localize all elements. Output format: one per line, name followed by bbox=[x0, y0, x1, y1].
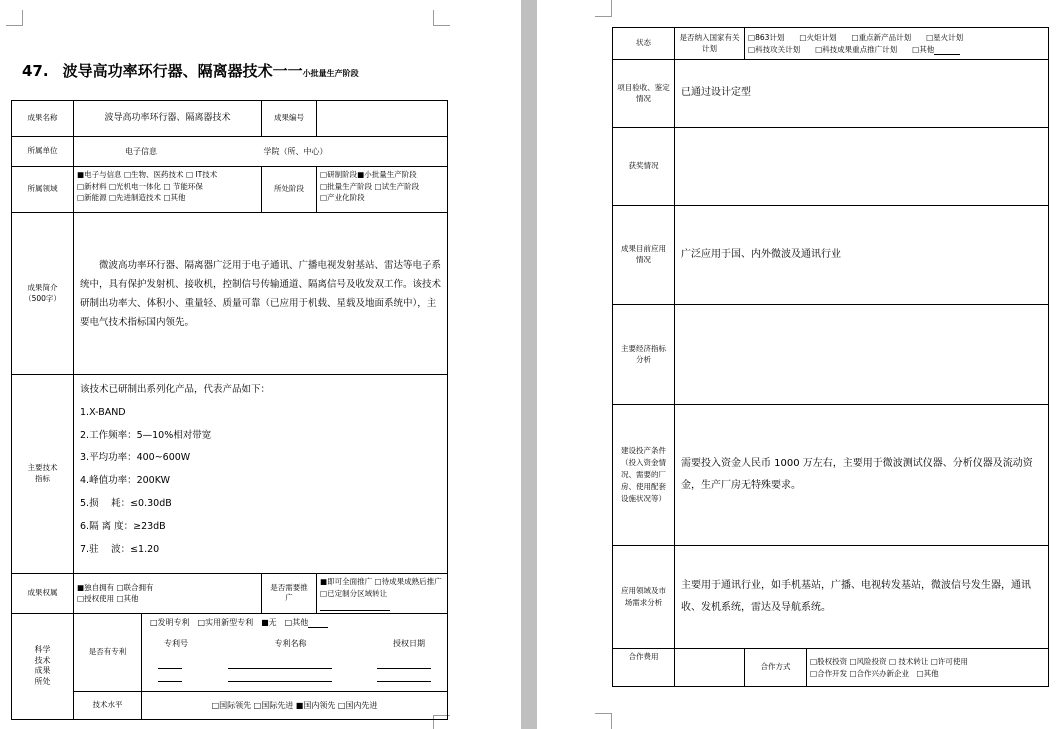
rights-option-line: □授权使用 □其他 bbox=[77, 594, 139, 604]
patent-no-lines bbox=[150, 656, 190, 682]
field-options bbox=[74, 167, 262, 213]
spec-line: 该技术已研制出系列化产品，代表产品如下： bbox=[80, 384, 271, 395]
spec-lines bbox=[74, 375, 448, 574]
patent-date-label: 授权日期 bbox=[393, 639, 425, 649]
rights-label: 成果权属 bbox=[12, 574, 74, 614]
sci-label: 科学技术成果所处 bbox=[12, 613, 74, 719]
award-label: 获奖情况 bbox=[613, 128, 675, 206]
rights-options bbox=[74, 574, 262, 614]
code-label: 成果编号 bbox=[262, 101, 317, 137]
right-page bbox=[537, 0, 1059, 729]
status-options bbox=[745, 28, 1049, 60]
patent-label: 是否有专利 bbox=[74, 613, 142, 691]
apply-label: 成果目前应用情况 bbox=[613, 206, 675, 305]
coop-fee-label: 合作费用 bbox=[613, 649, 675, 687]
spec-label: 主要技术指标 bbox=[12, 375, 74, 574]
section-stage: 小批量生产阶段 bbox=[302, 69, 359, 78]
coop-fee-value bbox=[675, 649, 745, 687]
unit-sub: 学院（所、中心） bbox=[263, 146, 328, 156]
field-label: 所属领域 bbox=[12, 167, 74, 213]
field-option-line: □新能源 □先进制造技术 □其他 bbox=[77, 193, 186, 203]
spec-line: 3.平均功率：400~600W bbox=[80, 452, 191, 464]
market-label: 应用领域及市场需求分析 bbox=[613, 546, 675, 649]
status-option-line bbox=[748, 44, 1045, 56]
status-option-line: □863计划 □火炬计划 □重点新产品计划 □星火计划 bbox=[748, 32, 964, 42]
patent-options-text: □发明专利 □实用新型专利 ■无 □其他 bbox=[150, 617, 309, 627]
code-value bbox=[317, 101, 448, 137]
coop-option-line: □股权投资 □风险投资 □ 技术转让 □许可使用 bbox=[810, 656, 968, 666]
econ-value bbox=[675, 305, 1049, 405]
promo-option-line: ■即可全面推广 □待成果成熟后推广 bbox=[320, 577, 442, 586]
section-title bbox=[22, 60, 359, 81]
section-number: 47. bbox=[22, 62, 49, 80]
patent-cell bbox=[142, 613, 448, 691]
invest-label: 建设投产条件（投入资金情况、需要的厂房、使用配套设施状况等） bbox=[613, 405, 675, 546]
spec-line: 4.峰值功率：200KW bbox=[80, 475, 170, 487]
promo-option-line bbox=[320, 588, 444, 611]
coop-option-line: □合作开发 □合作兴办新企业 □其他 bbox=[810, 668, 939, 678]
unit-value: 电子信息 bbox=[125, 146, 157, 156]
spec-line: 7.驻 波：≤1.20 bbox=[80, 543, 160, 555]
stage-options bbox=[317, 167, 448, 213]
coop-mode-label: 合作方式 bbox=[745, 649, 807, 687]
patent-name-lines bbox=[220, 656, 340, 682]
spec-line: 2.工作频率：5—10%相对带宽 bbox=[80, 429, 212, 441]
field-option-line: □新材料 □光机电一体化 □ 节能环保 bbox=[77, 181, 203, 191]
spec-line: 5.损 耗：≤0.30dB bbox=[80, 497, 172, 509]
intro-label-cell bbox=[12, 213, 74, 375]
field-option-line: ■电子与信息 □生物、医药技术 □ IT技术 bbox=[77, 170, 218, 179]
stage-option-line: □批量生产阶段 □试生产阶段 bbox=[320, 181, 420, 191]
patent-header-row bbox=[150, 638, 439, 650]
spec-line: 6.隔 离 度：≥23dB bbox=[80, 520, 166, 532]
status-question: 是否纳入国家有关计划 bbox=[675, 28, 745, 60]
intro-sub: （500字） bbox=[24, 293, 61, 303]
patent-name-label: 专利名称 bbox=[274, 639, 307, 649]
intro-label: 成果简介 bbox=[27, 282, 58, 292]
intro-text: 微波高功率环行器、隔离器广泛用于电子通讯、广播电视发射基站、雷达等电子系统中，具有保护发射机、接收机，控制信号传输通道、隔离信号及收发双工作。该技术研制出功率大、体积小、重量轻、质量可靠（已应用于机载、星载及地面系统中），主要电气技术指标国内领先。 bbox=[74, 213, 448, 375]
stage-option-line: □研制阶段■小批量生产阶段 bbox=[320, 170, 417, 179]
section-heading: 波导高功率环行器、隔离器技术一一 bbox=[62, 62, 303, 80]
award-value bbox=[675, 128, 1049, 206]
promo-options bbox=[317, 574, 448, 614]
name-label: 成果名称 bbox=[12, 101, 74, 137]
level-label: 技术水平 bbox=[74, 691, 142, 719]
patent-no-label: 专利号 bbox=[164, 639, 188, 649]
accept-label: 项目验收、鉴定情况 bbox=[613, 60, 675, 128]
level-options: □国际领先 □国际先进 ■国内领先 □国内先进 bbox=[142, 691, 448, 719]
market-value: 主要用于通讯行业，如手机基站，广播、电视转发基站，微波信号发生器，通讯收、发机系统，雷达及导航系统。 bbox=[675, 546, 1049, 649]
left-form-table bbox=[11, 100, 448, 720]
stage-option-line: □产业化阶段 bbox=[320, 193, 365, 203]
promo-label: 是否需要推广 bbox=[262, 574, 317, 614]
stage-label: 所处阶段 bbox=[262, 167, 317, 213]
unit-value-cell bbox=[74, 137, 448, 167]
status-option-text: □科技攻关计划 □科技成果重点推广计划 □其他 bbox=[748, 44, 935, 54]
right-form-table bbox=[612, 27, 1049, 687]
name-value: 波导高功率环行器、隔离器技术 bbox=[74, 101, 262, 137]
promo-option-text: □已定制分区域转让 bbox=[320, 588, 388, 598]
econ-label: 主要经济指标分析 bbox=[613, 305, 675, 405]
patent-blank-rows bbox=[150, 656, 439, 682]
patent-other-line bbox=[308, 618, 328, 628]
rights-option-line: ■独自拥有 □联合拥有 bbox=[77, 582, 154, 592]
unit-label: 所属单位 bbox=[12, 137, 74, 167]
patent-options bbox=[150, 617, 439, 629]
apply-value: 广泛应用于国、内外微波及通讯行业 bbox=[675, 206, 1049, 305]
promo-blank-line bbox=[320, 601, 390, 611]
left-page bbox=[0, 0, 521, 729]
patent-date-lines bbox=[369, 656, 439, 682]
page-gutter bbox=[521, 0, 537, 729]
status-label: 状态 bbox=[613, 28, 675, 60]
invest-value: 需要投入资金人民币 1000 万左右，主要用于微波测试仪器、分析仪器及流动资金，生产厂房无特殊要求。 bbox=[675, 405, 1049, 546]
coop-options bbox=[807, 649, 1049, 687]
spec-line: 1.X-BAND bbox=[80, 406, 126, 418]
accept-value: 已通过设计定型 bbox=[675, 60, 1049, 128]
status-other-line bbox=[934, 45, 960, 55]
